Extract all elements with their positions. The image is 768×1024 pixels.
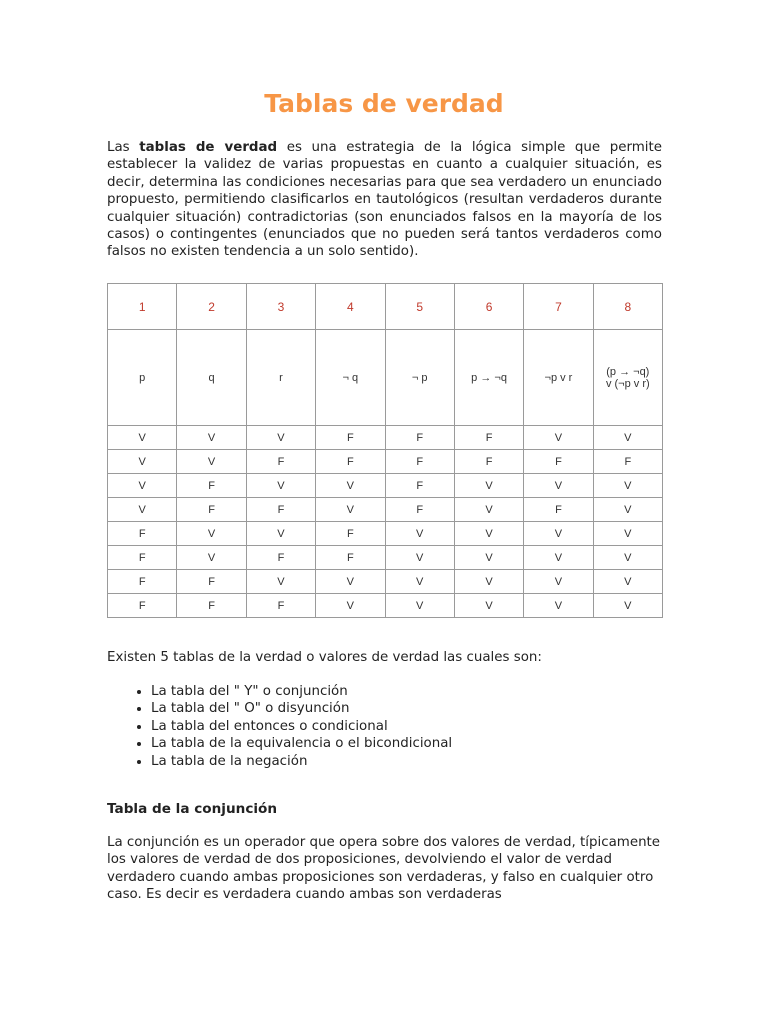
column-header: (p → ¬q) v (¬p v r) bbox=[593, 330, 662, 426]
column-header: p → ¬q bbox=[454, 330, 523, 426]
list-item: • La tabla del entonces o condicional bbox=[151, 718, 452, 735]
column-number: 2 bbox=[177, 284, 246, 330]
truth-value-cell: F bbox=[108, 594, 177, 618]
intro-paragraph bbox=[107, 139, 662, 261]
truth-value-cell: F bbox=[177, 594, 246, 618]
truth-value-cell: F bbox=[246, 450, 315, 474]
types-intro: Existen 5 tablas de la verdad o valores de verdad las cuales son: bbox=[107, 650, 542, 665]
truth-value-cell: V bbox=[454, 570, 523, 594]
truth-table bbox=[107, 283, 663, 618]
column-header-row bbox=[108, 330, 663, 426]
column-number: 5 bbox=[385, 284, 454, 330]
truth-value-cell: V bbox=[593, 474, 662, 498]
truth-value-cell: F bbox=[524, 450, 593, 474]
truth-value-cell: V bbox=[108, 450, 177, 474]
truth-value-cell: F bbox=[316, 546, 385, 570]
truth-value-cell: V bbox=[524, 546, 593, 570]
list-item: • La tabla de la equivalencia o el bicondicional bbox=[151, 735, 452, 752]
truth-value-cell: V bbox=[593, 522, 662, 546]
truth-value-cell: V bbox=[246, 570, 315, 594]
truth-value-cell: V bbox=[108, 426, 177, 450]
truth-value-cell: F bbox=[593, 450, 662, 474]
table-row bbox=[108, 570, 663, 594]
column-number: 7 bbox=[524, 284, 593, 330]
truth-value-cell: V bbox=[108, 474, 177, 498]
truth-value-cell: V bbox=[316, 570, 385, 594]
truth-value-cell: V bbox=[108, 498, 177, 522]
truth-value-cell: V bbox=[177, 426, 246, 450]
truth-value-cell: F bbox=[385, 450, 454, 474]
truth-value-cell: V bbox=[593, 570, 662, 594]
column-number: 8 bbox=[593, 284, 662, 330]
truth-value-cell: V bbox=[316, 474, 385, 498]
truth-value-cell: F bbox=[385, 426, 454, 450]
truth-value-cell: F bbox=[524, 498, 593, 522]
truth-value-cell: V bbox=[593, 546, 662, 570]
truth-value-cell: F bbox=[108, 570, 177, 594]
truth-value-cell: F bbox=[316, 426, 385, 450]
table-row bbox=[108, 522, 663, 546]
truth-value-cell: F bbox=[316, 522, 385, 546]
column-header: ¬ q bbox=[316, 330, 385, 426]
truth-value-cell: V bbox=[385, 546, 454, 570]
table-row bbox=[108, 450, 663, 474]
table-row bbox=[108, 546, 663, 570]
truth-value-cell: F bbox=[177, 474, 246, 498]
column-number: 3 bbox=[246, 284, 315, 330]
list-item: • La tabla de la negación bbox=[151, 753, 452, 770]
truth-value-cell: V bbox=[524, 570, 593, 594]
truth-value-cell: F bbox=[108, 522, 177, 546]
truth-value-cell: F bbox=[246, 594, 315, 618]
list-item: • La tabla del " O" o disyunción bbox=[151, 700, 452, 717]
truth-value-cell: F bbox=[177, 570, 246, 594]
truth-value-cell: V bbox=[454, 474, 523, 498]
truth-value-cell: F bbox=[246, 498, 315, 522]
truth-value-cell: F bbox=[108, 546, 177, 570]
intro-bold-term: tablas de verdad bbox=[139, 140, 278, 155]
truth-value-cell: V bbox=[177, 522, 246, 546]
truth-value-cell: V bbox=[454, 546, 523, 570]
table-row bbox=[108, 426, 663, 450]
types-list bbox=[107, 683, 452, 770]
column-number: 6 bbox=[454, 284, 523, 330]
truth-value-cell: V bbox=[593, 498, 662, 522]
truth-value-cell: V bbox=[316, 594, 385, 618]
truth-value-cell: F bbox=[454, 426, 523, 450]
truth-value-cell: V bbox=[385, 570, 454, 594]
truth-value-cell: V bbox=[593, 426, 662, 450]
truth-value-cell: F bbox=[316, 450, 385, 474]
truth-value-cell: F bbox=[385, 474, 454, 498]
column-header: q bbox=[177, 330, 246, 426]
column-header: ¬ p bbox=[385, 330, 454, 426]
column-number-row bbox=[108, 284, 663, 330]
truth-value-cell: F bbox=[246, 546, 315, 570]
truth-value-cell: V bbox=[454, 522, 523, 546]
truth-value-cell: V bbox=[454, 594, 523, 618]
truth-value-cell: V bbox=[524, 594, 593, 618]
truth-value-cell: V bbox=[454, 498, 523, 522]
truth-value-cell: V bbox=[385, 522, 454, 546]
table-row bbox=[108, 594, 663, 618]
intro-prefix: Las bbox=[107, 140, 140, 155]
column-header: r bbox=[246, 330, 315, 426]
truth-value-cell: V bbox=[177, 546, 246, 570]
table-row bbox=[108, 474, 663, 498]
column-number: 1 bbox=[108, 284, 177, 330]
list-item: • La tabla del " Y" o conjunción bbox=[151, 683, 452, 700]
column-header: p bbox=[108, 330, 177, 426]
truth-value-cell: V bbox=[246, 522, 315, 546]
truth-value-cell: V bbox=[246, 474, 315, 498]
truth-value-cell: V bbox=[524, 522, 593, 546]
page-title: Tablas de verdad bbox=[264, 89, 504, 118]
section-paragraph: La conjunción es un operador que opera sobre dos valores de verdad, típicamente los valores de verdad de dos proposiciones, devolviendo el valor de verdad verdadero cuando ambas proposiciones son verdaderas, y falso en cualquier otro caso. Es decir es verdadera cuando ambas son verdaderas bbox=[107, 835, 661, 903]
truth-value-cell: V bbox=[246, 426, 315, 450]
truth-value-cell: V bbox=[177, 450, 246, 474]
table-row bbox=[108, 498, 663, 522]
truth-value-cell: F bbox=[385, 498, 454, 522]
section-title: Tabla de la conjunción bbox=[107, 801, 278, 817]
truth-value-cell: V bbox=[385, 594, 454, 618]
truth-value-cell: V bbox=[316, 498, 385, 522]
column-number: 4 bbox=[316, 284, 385, 330]
truth-value-cell: V bbox=[593, 594, 662, 618]
truth-value-cell: V bbox=[524, 474, 593, 498]
truth-value-cell: F bbox=[177, 498, 246, 522]
truth-value-cell: V bbox=[524, 426, 593, 450]
truth-value-cell: F bbox=[454, 450, 523, 474]
column-header: ¬p v r bbox=[524, 330, 593, 426]
intro-rest: es una estrategia de la lógica simple que permite establecer la validez de varias propuestas en cuanto a cualquier situación, es decir, determina las condiciones necesarias para que sea verdadero un enunciado propuesto, permitiendo clasificarlos en tautológicos (resultan verdaderos durante cualquier situación) contradictorias (son enunciados falsos en la mayoría de los casos) o contingentes (enunciados que no pueden será tantos verdaderos como falsos no existen tendencia a un solo sentido). bbox=[107, 140, 662, 260]
